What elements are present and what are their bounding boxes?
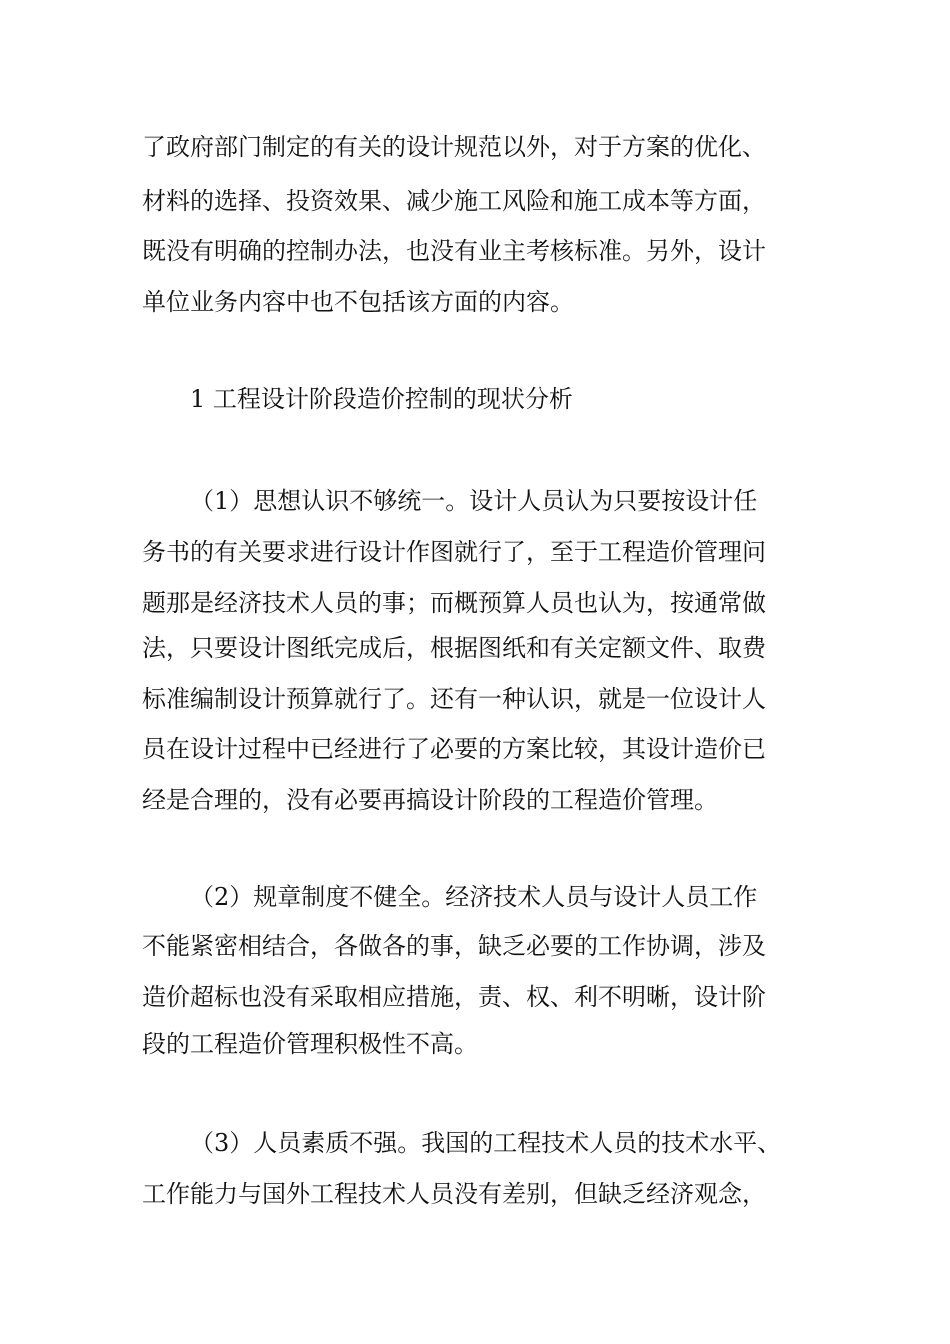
text-line: 了政府部门制定的有关的设计规范以外，对于方案的优化、 [142,133,766,161]
text-line: 务书的有关要求进行设计作图就行了，至于工程造价管理问 [142,538,766,566]
text-line: （3）人员素质不强。我国的工程技术人员的技术水平、 [190,1129,782,1157]
text-line: 经是合理的，没有必要再搞设计阶段的工程造价管理。 [142,786,718,814]
text-line: 题那是经济技术人员的事；而概预算人员也认为，按通常做 [142,589,766,617]
text-line: 不能紧密相结合，各做各的事，缺乏必要的工作协调，涉及 [142,932,766,960]
text-line: 段的工程造价管理积极性不高。 [142,1030,478,1058]
text-line: 材料的选择、投资效果、减少施工风险和施工成本等方面， [142,187,766,215]
text-line: 单位业务内容中也不包括该方面的内容。 [142,288,574,316]
text-line: （2）规章制度不健全。经济技术人员与设计人员工作 [190,883,758,911]
text-line: 法，只要设计图纸完成后，根据图纸和有关定额文件、取费 [142,634,766,662]
section-heading: 1 工程设计阶段造价控制的现状分析 [190,385,573,413]
text-line: 工作能力与国外工程技术人员没有差别，但缺乏经济观念， [142,1180,766,1208]
text-line: 标准编制设计预算就行了。还有一种认识，就是一位设计人 [142,685,766,713]
text-line: 员在设计过程中已经进行了必要的方案比较，其设计造价已 [142,735,766,763]
text-line: （1）思想认识不够统一。设计人员认为只要按设计任 [190,487,758,515]
text-line: 既没有明确的控制办法，也没有业主考核标准。另外，设计 [142,237,766,265]
text-line: 造价超标也没有采取相应措施，责、权、利不明晰，设计阶 [142,983,766,1011]
